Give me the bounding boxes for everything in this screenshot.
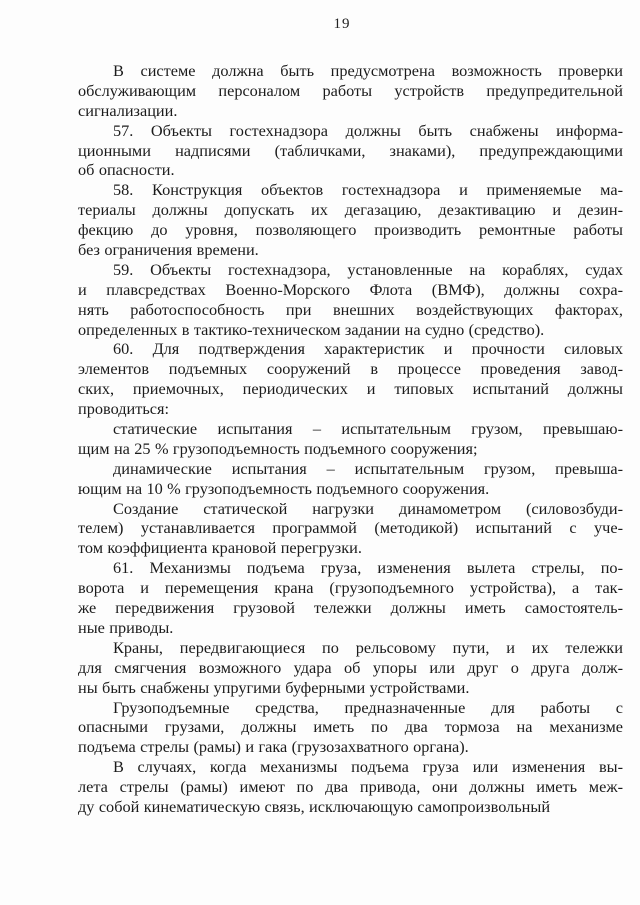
text-line: динамические испытания – испытательным грузом, превыша- (113, 458, 623, 478)
text-line: В случаях, когда механизмы подъема груза или изменения вы- (113, 757, 623, 777)
text-line: определенных в тактико-техническом задании на судно (средство). (78, 319, 545, 339)
paragraph (78, 698, 623, 758)
paragraph (78, 459, 623, 499)
paragraph (78, 339, 623, 419)
text-line: сигнализации. (78, 100, 178, 120)
text-line: ских, приемочных, периодических и типовых испытаний должны (78, 379, 623, 399)
text-line: ционными надписями (табличками, знаками), предупреждающими (78, 140, 623, 160)
text-line: же передвижения грузовой тележки должны иметь самостоятель- (78, 598, 623, 618)
text-line: фекцию до уровня, позволяющего производить ремонтные работы (78, 220, 623, 240)
page-number: 19 (333, 16, 351, 32)
text-line: 58. Конструкция объектов гостехнадзора и применяемые ма- (113, 180, 623, 200)
text-line: опасными грузами, должны иметь по два тормоза на механизме (78, 717, 623, 737)
paragraph (78, 558, 623, 638)
text-line: для смягчения возможного удара об упоры или друг о друга долж- (78, 657, 623, 677)
text-line: 59. Объекты гостехнадзора, установленные на кораблях, судах (113, 259, 623, 279)
paragraph (78, 638, 623, 698)
text-line: лета стрелы (рамы) имеют по два привода, они должны иметь меж- (78, 777, 623, 797)
text-line: Грузоподъемные средства, предназначенные для работы с (113, 697, 623, 717)
text-line: и плавсредствах Военно-Морского Флота (ВМФ), должны сохра- (78, 279, 623, 299)
text-line: Краны, передвигающиеся по рельсовому пути, и их тележки (113, 637, 623, 657)
paragraph (78, 757, 623, 817)
text-line: ворота и перемещения крана (грузоподъемного устройства), а так- (78, 578, 623, 598)
text-line: без ограничения времени. (78, 240, 259, 260)
text-line: ду собой кинематическую связь, исключающую самопроизвольный (78, 796, 551, 816)
text-line: телем) устанавливается программой (методикой) испытаний с уче- (78, 518, 623, 538)
text-line: 57. Объекты гостехнадзора должны быть снабжены информа- (113, 120, 623, 140)
paragraph (78, 419, 623, 459)
text-line: обслуживающим персоналом работы устройств предупредительной (78, 80, 623, 100)
text-line: том коэффициента крановой перегрузки. (78, 538, 362, 558)
text-line: Создание статической нагрузки динамометром (силовозбуди- (113, 498, 623, 518)
text-line: териалы должны допускать их дегазацию, дезактивацию и дезин- (78, 200, 623, 220)
text-line: нять работоспособность при внешних воздействующих факторах, (78, 299, 623, 319)
text-line: ны быть снабжены упругими буферными устройствами. (78, 677, 470, 697)
text-line: подъема стрелы (рамы) и гака (грузозахватного органа). (78, 737, 469, 757)
text-line: проводиться: (78, 399, 170, 419)
text-line: об опасности. (78, 160, 175, 180)
text-line: элементов подъемных сооружений в процессе проведения завод- (78, 359, 623, 379)
paragraph (78, 499, 623, 559)
text-line: ющим на 10 % грузоподъемность подъемного сооружения. (78, 478, 490, 498)
paragraph (78, 180, 623, 260)
document-text (78, 61, 623, 817)
paragraph (78, 260, 623, 340)
text-line: В системе должна быть предусмотрена возможность проверки (113, 61, 623, 80)
paragraph (78, 121, 623, 181)
text-line: ные приводы. (78, 617, 174, 637)
text-line: щим на 25 % грузоподъемность подъемного сооружения; (78, 438, 478, 458)
paragraph (78, 61, 623, 121)
text-line: статические испытания – испытательным грузом, превышаю- (113, 419, 623, 439)
text-line: 60. Для подтверждения характеристик и прочности силовых (113, 339, 623, 359)
text-line: 61. Механизмы подъема груза, изменения вылета стрелы, по- (113, 558, 623, 578)
